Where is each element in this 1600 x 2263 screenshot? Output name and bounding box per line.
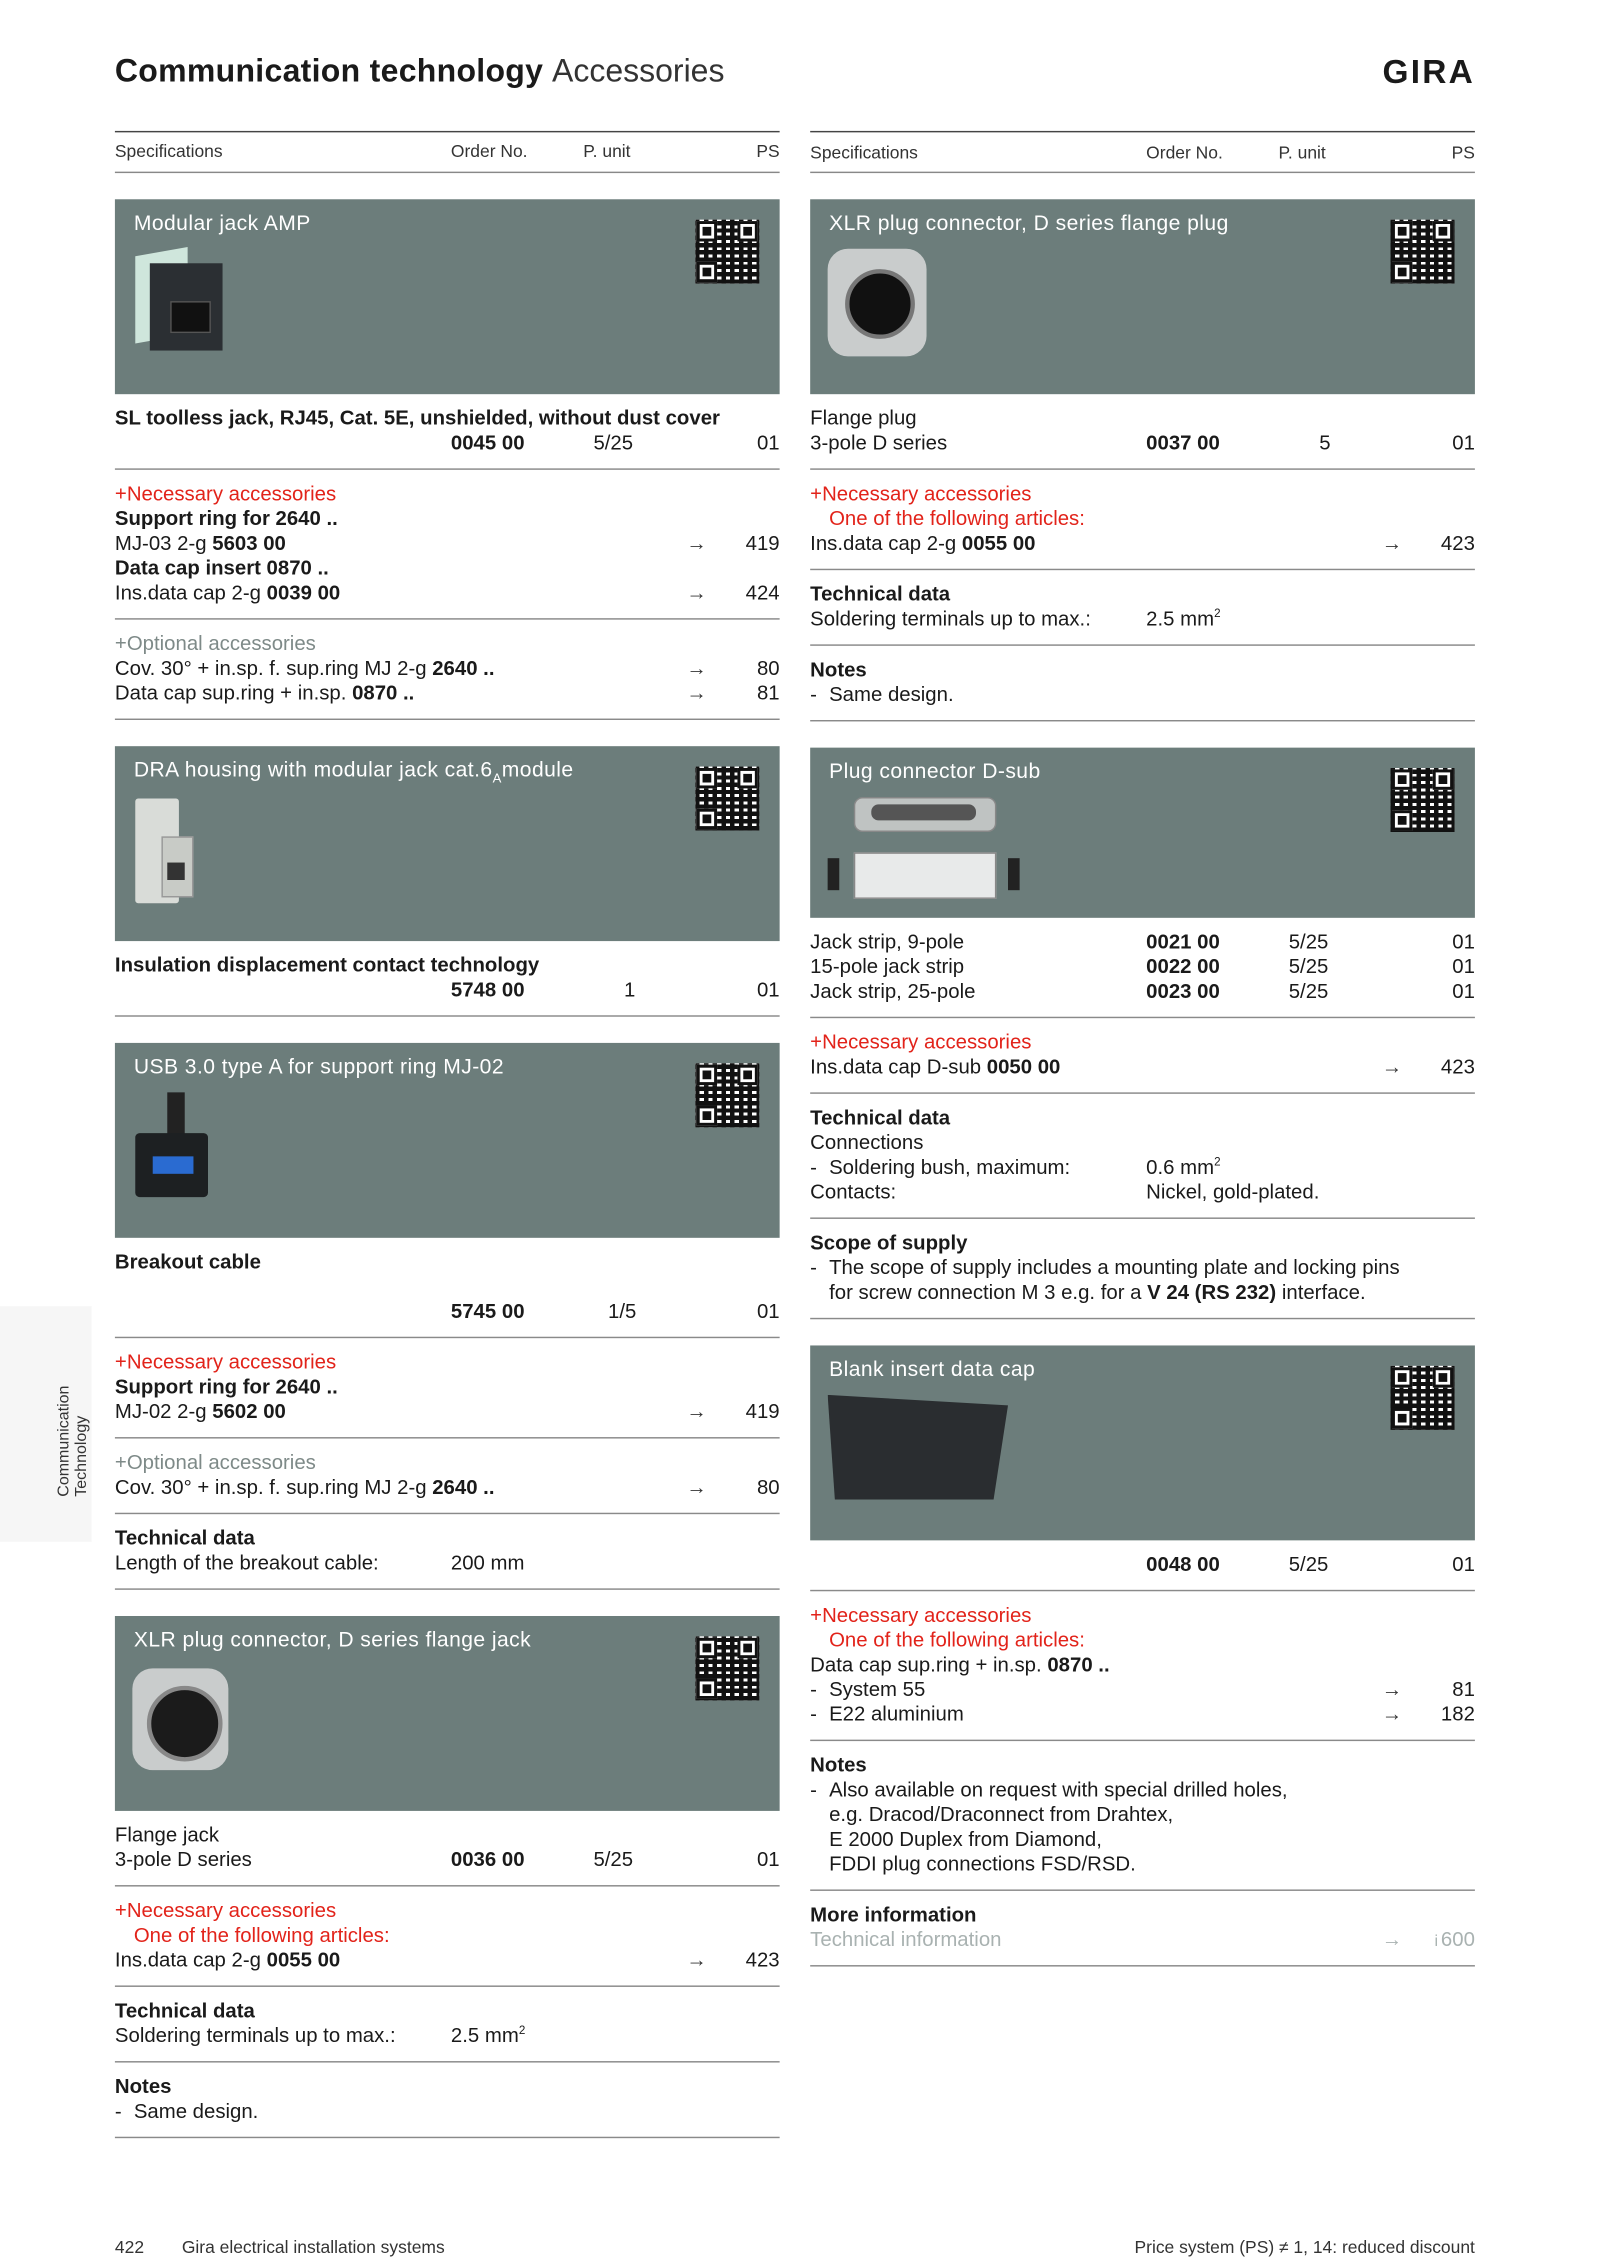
accessory-label: Data cap sup.ring + in.sp.: [810, 1652, 1048, 1676]
section-heading: Technical data: [114, 1525, 255, 1550]
arrow-right-icon: →: [1381, 1054, 1403, 1078]
section-heading: Necessary accessories: [126, 1898, 337, 1922]
qr-code-icon[interactable]: [695, 767, 759, 831]
technical-data: [810, 1094, 1475, 1219]
product-description: Breakout cable: [114, 1249, 261, 1273]
column-headers: [810, 131, 1475, 173]
product-title: XLR plug connector, D series flange jack: [133, 1629, 532, 1653]
one-of-note: One of the following articles:: [829, 506, 1085, 530]
price-system-note: Price system (PS) ≠ 1, 14: reduced discount: [1134, 2237, 1475, 2258]
tech-value: [1146, 607, 1220, 632]
tech-group: Connections: [810, 1130, 924, 1154]
bullet-dash: -: [810, 1701, 817, 1726]
product-description: Flange plug: [810, 405, 917, 430]
product-title: XLR plug connector, D series flange plug: [829, 212, 1229, 236]
more-information: [810, 1891, 1475, 1967]
accessory-label: MJ-03 2-g: [114, 530, 213, 555]
product-card-d-sub[interactable]: [810, 748, 1475, 918]
arrow-right-icon: →: [1381, 1677, 1403, 1701]
product-row: [115, 1811, 780, 1887]
accessory-label: System 55: [829, 1677, 926, 1701]
tech-value: [451, 2023, 525, 2048]
header-p-unit: P. unit: [583, 141, 631, 162]
product-description: Jack strip, 25-pole: [810, 978, 976, 1003]
arrow-right-icon: →: [686, 655, 707, 680]
superscript: 2: [1214, 1155, 1221, 1169]
accessory-item[interactable]: [115, 656, 780, 681]
accessory-label: Ins.data cap 2-g: [114, 1947, 267, 1971]
section-heading: Necessary accessories: [822, 1602, 1032, 1627]
column-headers: [115, 131, 780, 173]
section-heading: Technical data: [810, 581, 951, 606]
plus-icon: +: [810, 1602, 823, 1627]
packing-unit: 5/25: [593, 1847, 634, 1871]
tech-label: Length of the breakout cable:: [114, 1550, 379, 1574]
accessory-label: E22 aluminium: [829, 1701, 964, 1726]
page-reference[interactable]: 423: [1440, 530, 1475, 555]
arrow-right-icon: →: [686, 1399, 707, 1423]
necessary-accessories: [810, 1018, 1475, 1094]
scope-text-bold: V 24 (RS 232): [1147, 1279, 1277, 1304]
product-description: 3-pole D series: [114, 1847, 252, 1871]
bullet-dash: -: [810, 1677, 817, 1701]
technical-information-link[interactable]: [810, 1927, 1475, 1952]
accessory-item[interactable]: [810, 531, 1475, 556]
accessory-label: Ins.data cap D-sub: [810, 1054, 987, 1078]
product-card-xlr-flange-jack[interactable]: [115, 1616, 780, 1811]
order-number: 0048 00: [1146, 1551, 1220, 1576]
section-heading: Necessary accessories: [822, 1029, 1032, 1054]
section-heading: Necessary accessories: [126, 481, 337, 505]
notes: [115, 2063, 780, 2139]
accessory-code: 0870 ..: [352, 680, 415, 704]
accessory-item[interactable]: [115, 681, 780, 706]
notes: [810, 1741, 1475, 1891]
title-bold: Communication technology: [114, 52, 544, 89]
product-card-usb-3[interactable]: [115, 1043, 780, 1238]
tech-value: [1146, 1155, 1220, 1180]
packing-unit: 1: [623, 977, 636, 1001]
dra-housing-image: [135, 799, 193, 904]
page-reference[interactable]: 423: [1440, 1054, 1475, 1078]
accessory-code: 0050 00: [986, 1054, 1061, 1078]
product-description: Flange jack: [114, 1822, 220, 1846]
price-system: 01: [756, 977, 780, 1001]
packing-unit: 5/25: [593, 430, 634, 454]
price-system: 01: [1452, 978, 1475, 1003]
accessory-code: 0055 00: [961, 530, 1036, 555]
product-title: USB 3.0 type A for support ring MJ-02: [133, 1055, 504, 1080]
side-tab-line2: Technology: [72, 1415, 91, 1497]
note-text: E 2000 Duplex from Diamond,: [829, 1826, 1102, 1851]
header-specifications: Specifications: [810, 142, 918, 163]
page-reference[interactable]: 419: [745, 530, 780, 555]
order-number: 0037 00: [1146, 430, 1220, 454]
price-system: 01: [1452, 929, 1475, 953]
variant-row: [810, 954, 1475, 979]
product-row: [115, 1238, 780, 1338]
necessary-accessories: [810, 470, 1475, 570]
product-card-dra-housing[interactable]: [115, 746, 780, 941]
product-row: [810, 1540, 1475, 1591]
product-description: SL toolless jack, RJ45, Cat. 5E, unshielded, without dust cover: [114, 405, 720, 430]
price-system: 01: [1452, 1551, 1475, 1576]
optional-accessories: [115, 620, 780, 720]
note-text: Also available on request with special drilled holes,: [829, 1777, 1288, 1801]
xlr-jack-image: [132, 1668, 231, 1773]
section-heading: Optional accessories: [126, 1450, 316, 1474]
title-tail: module: [501, 759, 574, 783]
order-number: 0023 00: [1146, 978, 1220, 1003]
scope-of-supply: [810, 1219, 1475, 1319]
one-of-note: One of the following articles:: [829, 1627, 1085, 1651]
arrow-right-icon: →: [686, 530, 707, 555]
header-ps: PS: [1451, 142, 1475, 163]
plus-icon: +: [114, 481, 127, 505]
accessory-group: Support ring for 2640 ..: [114, 506, 338, 530]
header-ps: PS: [756, 141, 780, 162]
order-number: 5748 00: [450, 977, 525, 1001]
product-card-blank-insert[interactable]: [810, 1345, 1475, 1540]
section-heading: Necessary accessories: [126, 1349, 337, 1374]
tech-label: Contacts:: [810, 1179, 897, 1203]
page-reference[interactable]: 600: [1440, 1927, 1475, 1951]
section-heading: Technical data: [810, 1105, 951, 1129]
order-number: 5745 00: [450, 1298, 525, 1323]
accessory-item[interactable]: [115, 1475, 780, 1500]
order-number: 0022 00: [1146, 954, 1220, 978]
price-system: 01: [1452, 430, 1475, 454]
title-light: Accessories: [551, 52, 725, 89]
note-text: Same design.: [133, 2098, 259, 2123]
necessary-accessories: [115, 1338, 780, 1438]
order-number: 0021 00: [1146, 929, 1220, 953]
tech-value-text: 2.5 mm: [1146, 606, 1215, 630]
page-reference[interactable]: 423: [745, 1947, 780, 1971]
accessory-code: 2640 ..: [432, 1474, 495, 1499]
bullet-dash: -: [810, 1154, 817, 1179]
info-icon: i: [1434, 1933, 1439, 1951]
accessory-item[interactable]: [810, 1677, 1475, 1702]
qr-code-icon[interactable]: [695, 1636, 759, 1700]
arrow-right-icon: →: [686, 1474, 707, 1499]
accessory-label: Ins.data cap 2-g: [810, 530, 962, 555]
page-reference[interactable]: 81: [756, 680, 780, 704]
accessory-code: 2640 ..: [432, 655, 495, 680]
left-column: [115, 131, 780, 2138]
arrow-right-icon: →: [1381, 530, 1403, 555]
header-order-no: Order No.: [1146, 142, 1223, 163]
price-system: 01: [756, 430, 780, 454]
superscript: 2: [518, 2023, 526, 2037]
page-reference[interactable]: 80: [756, 655, 780, 680]
accessory-item[interactable]: [115, 580, 780, 605]
notes: [810, 646, 1475, 722]
plus-icon: +: [114, 631, 127, 655]
page-reference[interactable]: 182: [1440, 1701, 1475, 1726]
tech-value-text: 0.6 mm: [1146, 1154, 1215, 1179]
accessory-code: 0055 00: [266, 1947, 341, 1971]
packing-unit: 1/5: [607, 1298, 637, 1323]
publication-name: Gira electrical installation systems: [181, 2237, 445, 2258]
arrow-right-icon: →: [686, 680, 707, 704]
bullet-dash: -: [810, 1255, 817, 1279]
tech-label: Soldering bush, maximum:: [829, 1154, 1071, 1179]
accessory-label: Cov. 30° + in.sp. f. sup.ring MJ 2-g: [114, 655, 433, 680]
accessory-code: 5602 00: [212, 1399, 286, 1423]
product-row: [115, 941, 780, 1017]
scope-text: interface.: [1276, 1279, 1366, 1304]
bullet-dash: -: [810, 1777, 817, 1801]
technical-data: [810, 570, 1475, 646]
header-p-unit: P. unit: [1278, 142, 1326, 163]
product-title: Modular jack AMP: [133, 212, 311, 236]
optional-accessories: [115, 1439, 780, 1515]
usb-module-image: [135, 1092, 211, 1200]
accessory-item[interactable]: [115, 531, 780, 556]
side-tab-line1: Communication: [55, 1385, 73, 1497]
accessory-item[interactable]: [810, 1702, 1475, 1727]
qr-code-icon[interactable]: [695, 220, 759, 284]
section-heading: More information: [810, 1902, 977, 1926]
section-heading: Necessary accessories: [822, 481, 1032, 505]
section-heading: Notes: [810, 657, 867, 681]
header-order-no: Order No.: [450, 141, 528, 162]
accessory-label: Ins.data cap 2-g: [114, 580, 267, 604]
necessary-accessories: [115, 1887, 780, 1987]
modular-jack-image: [135, 252, 222, 348]
note-text: FDDI plug connections FSD/RSD.: [829, 1851, 1136, 1875]
product-title: Blank insert data cap: [829, 1358, 1036, 1382]
tech-label: Soldering terminals up to max.:: [114, 2023, 396, 2047]
accessory-code: 5603 00: [212, 530, 286, 555]
price-system: 01: [756, 1847, 780, 1871]
packing-unit: 5/25: [1288, 929, 1329, 953]
qr-code-icon[interactable]: [1391, 220, 1455, 284]
order-number: 0036 00: [450, 1847, 525, 1871]
section-heading: Scope of supply: [810, 1230, 968, 1254]
packing-unit: 5: [1319, 430, 1331, 454]
product-card-xlr-flange-plug[interactable]: [810, 199, 1475, 394]
scope-text: The scope of supply includes a mounting plate and locking pins: [829, 1255, 1400, 1279]
order-number: 0045 00: [450, 430, 525, 454]
section-heading: Notes: [810, 1752, 867, 1776]
product-variants: [810, 918, 1475, 1018]
page-number: 422: [114, 2237, 145, 2258]
title-main: DRA housing with modular jack cat.6: [133, 759, 493, 783]
product-description: Jack strip, 9-pole: [810, 929, 965, 953]
technical-data: [115, 1514, 780, 1590]
plus-icon: +: [114, 1898, 127, 1922]
side-tab[interactable]: [0, 1306, 92, 1542]
arrow-right-icon: →: [1381, 1701, 1403, 1726]
necessary-accessories: [115, 470, 780, 620]
header-specifications: Specifications: [114, 141, 223, 162]
product-title: [134, 759, 574, 785]
xlr-plug-image: [828, 249, 930, 360]
product-row: [115, 394, 780, 470]
blank-insert-image: [828, 1395, 1014, 1506]
qr-code-icon[interactable]: [1391, 1366, 1455, 1430]
product-row: [810, 394, 1475, 470]
accessory-item[interactable]: [115, 1948, 780, 1973]
scope-text: for screw connection M 3 e.g. for a: [829, 1279, 1148, 1304]
arrow-right-icon: →: [1381, 1927, 1403, 1951]
page-reference[interactable]: 81: [1452, 1677, 1475, 1701]
accessory-group: Support ring for 2640 ..: [114, 1374, 338, 1398]
d-sub-image: [828, 794, 1017, 902]
section-heading: Optional accessories: [126, 631, 316, 655]
qr-code-icon[interactable]: [695, 1063, 759, 1127]
price-system: 01: [756, 1298, 780, 1323]
variant-row: [810, 979, 1475, 1004]
section-heading: Notes: [114, 2074, 172, 2098]
packing-unit: 5/25: [1288, 978, 1329, 1003]
tech-value-text: 2.5 mm: [450, 2023, 519, 2047]
packing-unit: 5/25: [1288, 954, 1329, 978]
accessory-group: Data cap insert 0870 ..: [114, 555, 329, 579]
title-subscript: A: [492, 770, 502, 786]
qr-code-icon[interactable]: [1391, 768, 1455, 832]
packing-unit: 5/25: [1288, 1551, 1329, 1576]
arrow-right-icon: →: [686, 580, 707, 604]
necessary-accessories: [810, 1591, 1475, 1741]
one-of-note: One of the following articles:: [133, 1922, 390, 1947]
plus-icon: +: [114, 1349, 127, 1374]
plus-icon: +: [810, 1029, 823, 1054]
accessory-label: Data cap sup.ring + in.sp.: [114, 680, 353, 704]
section-heading: Technical data: [114, 1998, 255, 2022]
page-title: [115, 52, 725, 90]
accessory-label: Cov. 30° + in.sp. f. sup.ring MJ 2-g: [114, 1474, 433, 1499]
variant-row: [810, 929, 1475, 954]
link-label[interactable]: Technical information: [810, 1927, 1002, 1951]
bullet-dash: -: [810, 682, 817, 706]
plus-icon: +: [810, 481, 823, 505]
superscript: 2: [1214, 607, 1221, 621]
plus-icon: +: [114, 1450, 127, 1474]
accessory-code: 0039 00: [266, 580, 341, 604]
accessory-label: MJ-02 2-g: [114, 1399, 213, 1423]
product-description: Insulation displacement contact technology: [114, 952, 540, 976]
note-text: e.g. Dracod/Draconnect from Drahtex,: [829, 1802, 1174, 1826]
accessory-item[interactable]: [810, 1055, 1475, 1080]
product-title: Plug connector D-sub: [829, 760, 1041, 784]
tech-value: Nickel, gold-plated.: [1146, 1179, 1320, 1203]
product-card-modular-jack-amp[interactable]: [115, 199, 780, 394]
arrow-right-icon: →: [686, 1947, 707, 1971]
product-description: 15-pole jack strip: [810, 954, 965, 978]
price-system: 01: [1452, 954, 1475, 978]
page-reference[interactable]: 419: [745, 1399, 780, 1423]
right-column: [810, 131, 1475, 1951]
brand-logo: GIRA: [1382, 52, 1475, 91]
page-reference[interactable]: 80: [756, 1474, 780, 1499]
bullet-dash: -: [114, 2098, 122, 2123]
technical-data: [115, 1987, 780, 2063]
note-text: Same design.: [829, 682, 954, 706]
accessory-item[interactable]: [115, 1399, 780, 1424]
page-reference[interactable]: 424: [745, 580, 780, 604]
product-description: 3-pole D series: [810, 430, 948, 454]
accessory-code: 0870 ..: [1047, 1652, 1110, 1676]
tech-label: Soldering terminals up to max.:: [810, 606, 1091, 630]
tech-value: 200 mm: [450, 1550, 525, 1574]
